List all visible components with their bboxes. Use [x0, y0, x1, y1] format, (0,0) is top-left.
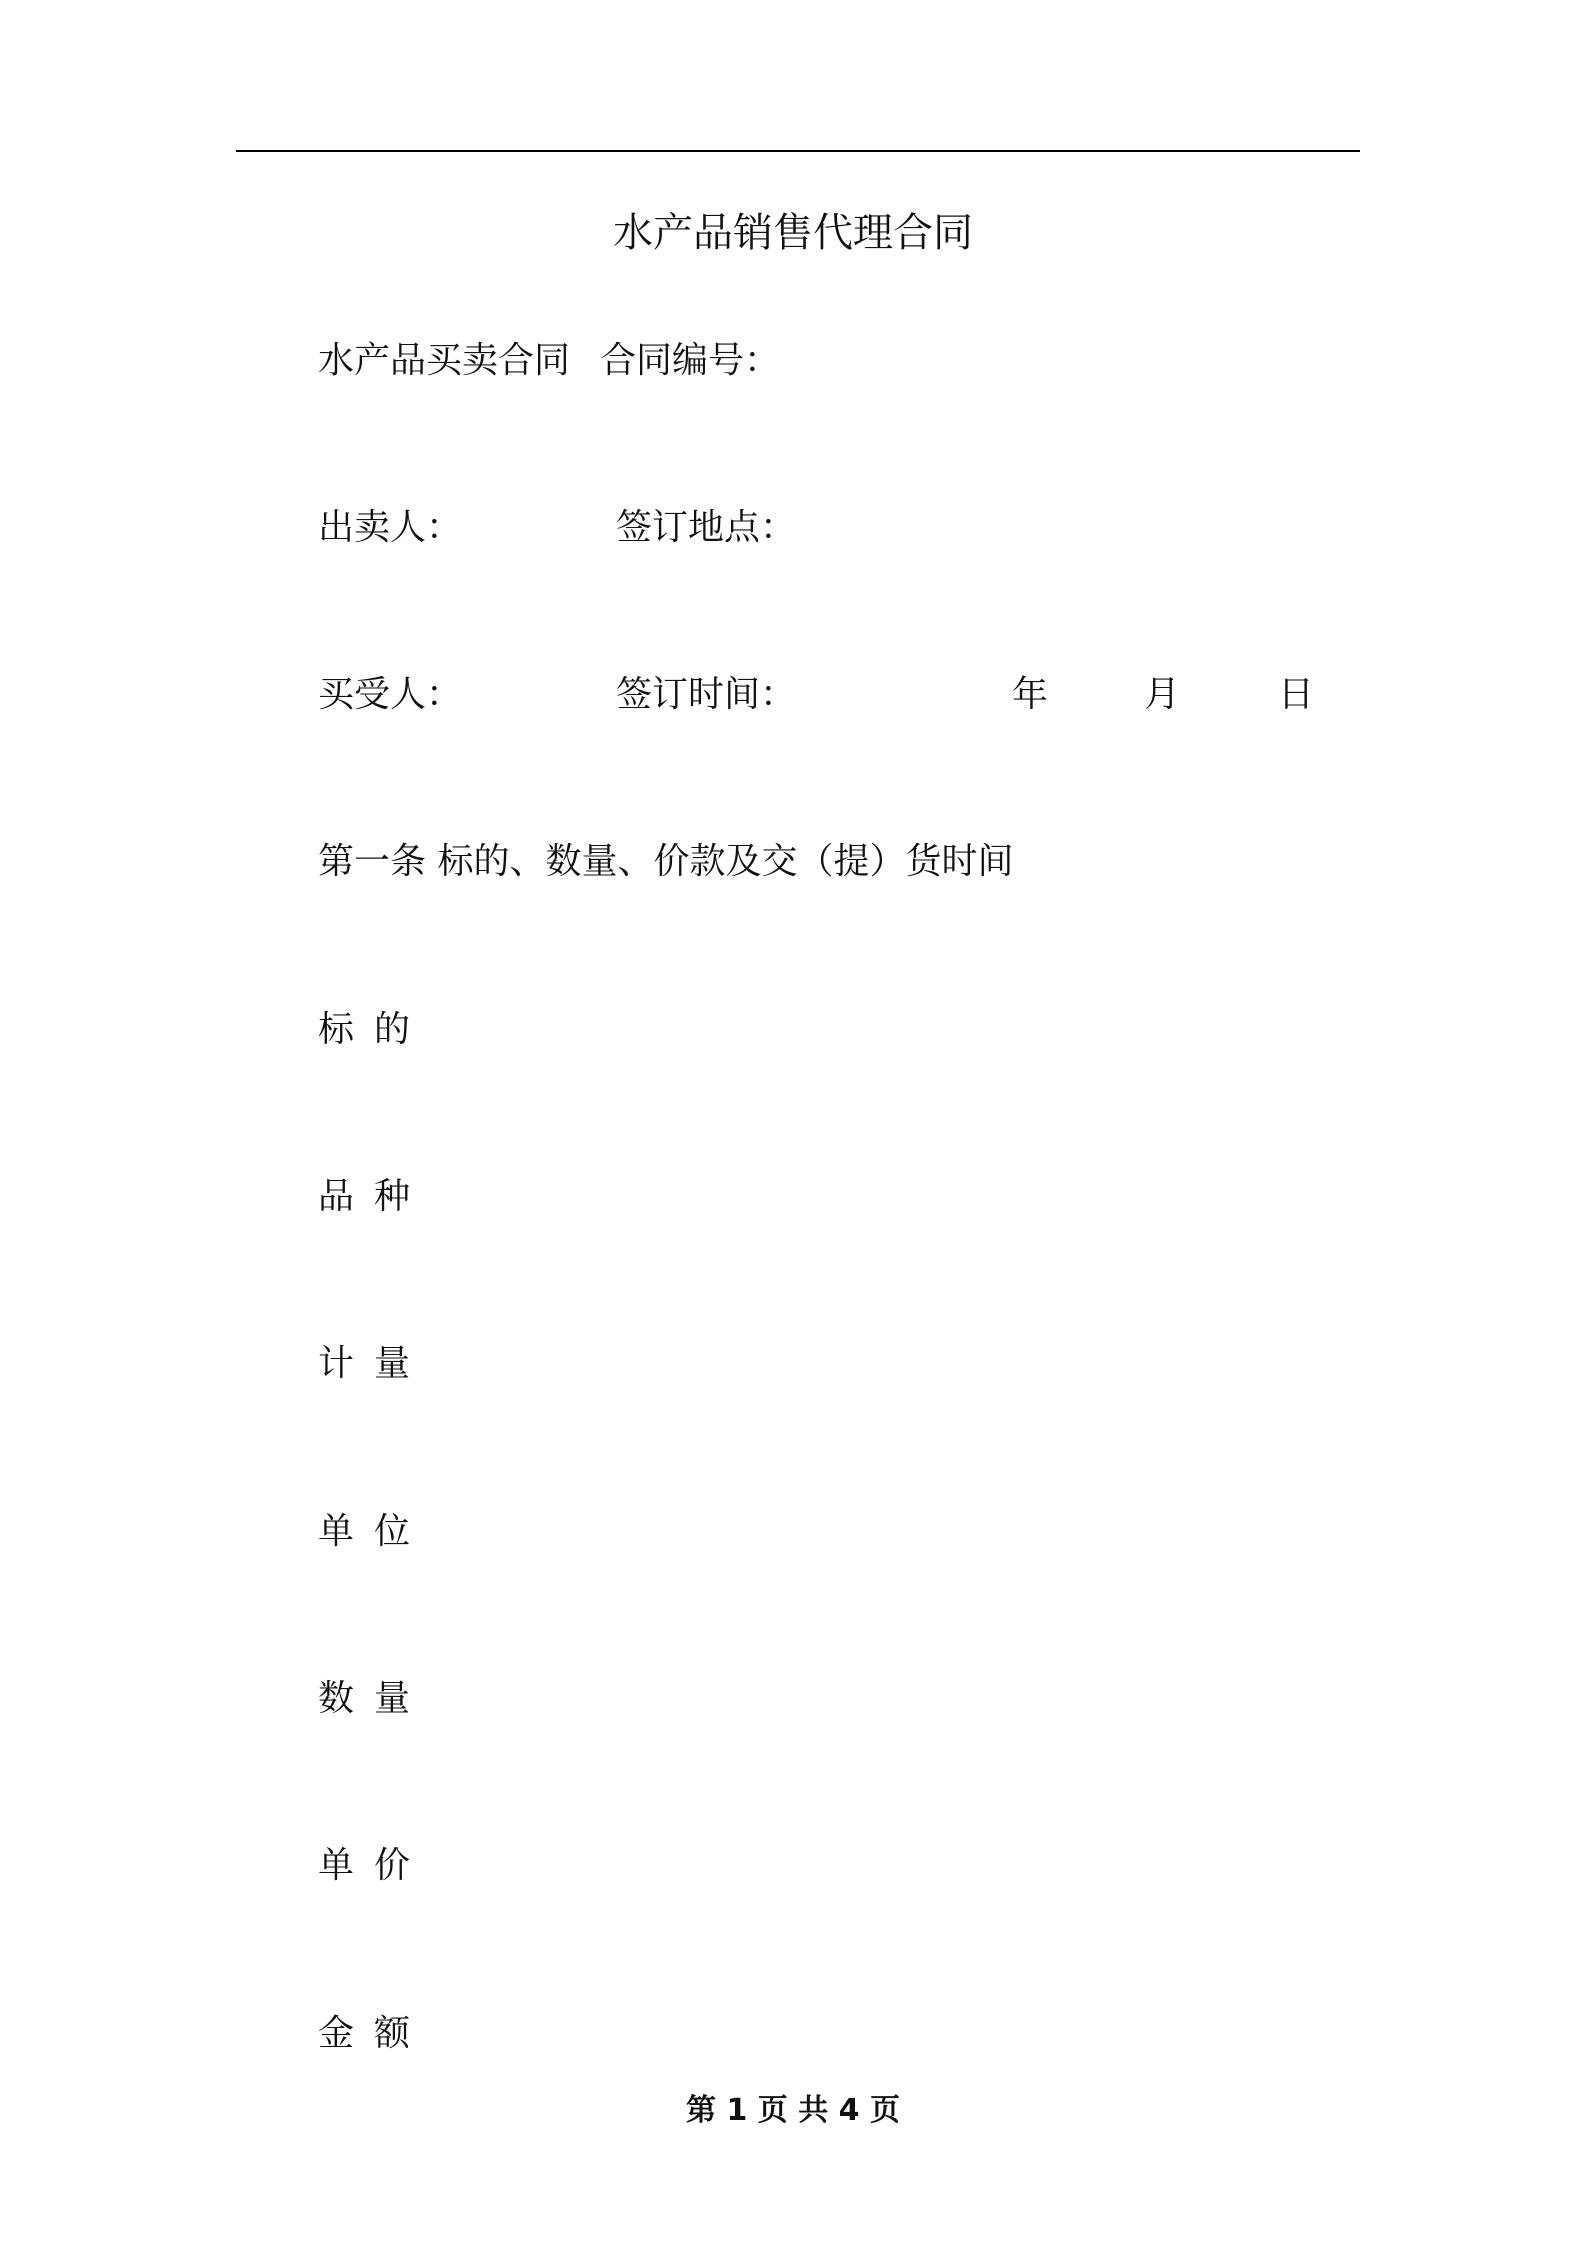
- field-amount: 金额: [318, 2013, 431, 2054]
- article-1-heading: 第一条 标的、数量、价款及交（提）货时间: [318, 841, 1014, 882]
- day-label: 日: [1278, 674, 1315, 715]
- page-indicator: 第 1 页 共 4 页: [686, 2093, 900, 2128]
- contract-name: 水产品买卖合同: [318, 340, 571, 381]
- field-subject: 标的: [318, 1009, 431, 1050]
- document-title: 水产品销售代理合同: [613, 210, 973, 256]
- field-unit: 单位: [318, 1511, 431, 1552]
- seller-label: 出卖人：: [318, 507, 463, 548]
- contract-number-label: 合同编号：: [600, 340, 781, 381]
- signing-place-label: 签订地点：: [616, 507, 797, 548]
- month-label: 月: [1144, 674, 1181, 715]
- field-quantity: 数量: [318, 1678, 431, 1719]
- field-unit-price: 单价: [318, 1845, 431, 1886]
- year-label: 年: [1012, 674, 1049, 715]
- header-rule: [236, 150, 1360, 152]
- buyer-label: 买受人：: [318, 674, 463, 715]
- field-measurement: 计量: [318, 1343, 431, 1384]
- field-variety: 品种: [318, 1176, 431, 1217]
- signing-time-label: 签订时间：: [616, 674, 797, 715]
